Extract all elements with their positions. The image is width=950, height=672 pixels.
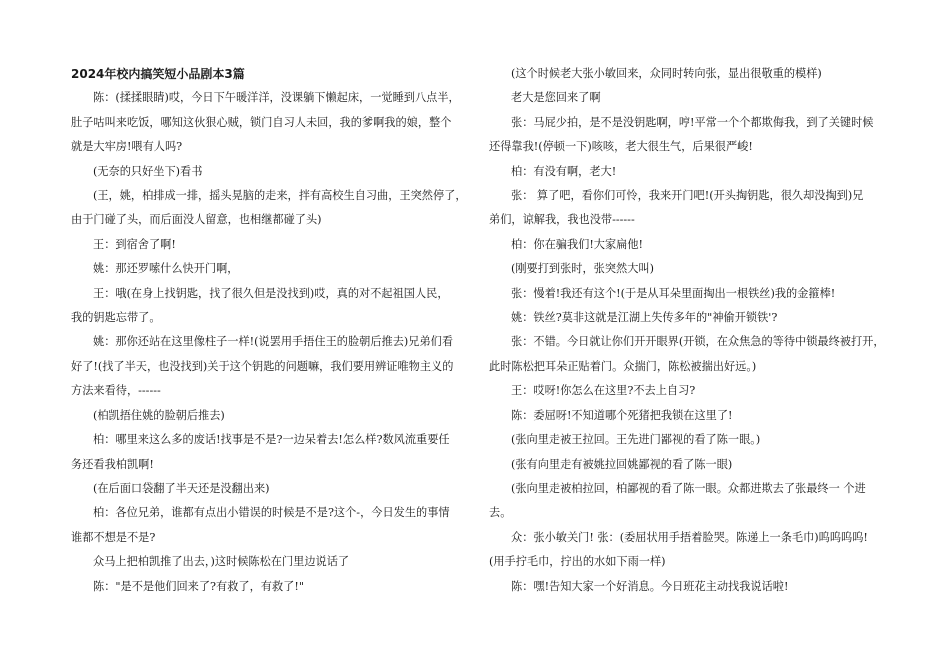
text-line: 好了!(找了半天，也没找到)关于这个钥匙的问题嘛，我们要用辨证唯物主义的 <box>71 359 454 373</box>
text-line: 务还看我柏凯啊! <box>71 457 154 471</box>
text-line: (王，姚，柏排成一排，摇头晃脑的走来，拌有高校生自习曲，王突然停了， <box>93 189 467 203</box>
text-line: 王：到宿舍了啊! <box>93 237 176 251</box>
text-line: 还得靠我!(停顿一下)咳咳，老大很生气，后果很严峻! <box>489 140 753 154</box>
text-line: 就是大牢房!喂有人吗? <box>71 140 183 154</box>
text-line: 柏：你在骗我们!大家扁他! <box>511 237 644 251</box>
text-line: 张： 算了吧，看你们可怜，我来开门吧!(开头掏钥匙，很久却没掏到)兄 <box>511 189 864 203</box>
text-line: 由于门碰了头，而后面没人留意，也相继都碰了头) <box>71 213 322 227</box>
text-line: (用手拧毛巾，拧出的水如下雨一样) <box>489 555 666 569</box>
text-line: (刚要打到张时，张突然大叫) <box>511 262 654 276</box>
right-column <box>489 62 889 599</box>
text-line: (张向里走被王拉回。王先进门鄙视的看了陈一眼。) <box>511 433 761 447</box>
text-line: (无奈的只好坐下)看书 <box>93 164 203 178</box>
text-line: 姚：那你还站在这里像柱子一样!(说罢用手捂住王的脸朝后推去)兄弟们看 <box>93 335 454 349</box>
text-line: 姚：铁丝?莫非这就是江湖上失传多年的"神偷开锁铁'? <box>511 311 778 325</box>
text-line: 去。 <box>489 506 512 520</box>
text-line: 陈：(揉揉眼睛)哎，今日下午暖洋洋，没课躺下懒起床，一觉睡到八点半， <box>93 91 460 105</box>
text-line: 肚子咕叫来吃饭，哪知这伙狠心贼，锁门自习人未回，我的爹啊我的娘，整个 <box>71 115 452 129</box>
text-line: 众马上把柏凯推了出去，)这时候陈松在门里边说话了 <box>93 555 350 569</box>
text-line: (张向里走被柏拉回，柏鄙视的看了陈一眼。众都进欺去了张最终一 个进 <box>511 481 866 495</box>
text-line: 张：不错。今日就让你们开开眼界(开锁，在众焦急的等待中锁最终被打开， <box>511 335 885 349</box>
text-line: 陈：委屈呀!不知道哪个死猪把我锁在这里了! <box>511 408 733 422</box>
text-line: 柏：哪里来这么多的废话!找事是不是?一边呆着去!怎么样?数风流重要任 <box>93 433 450 447</box>
text-line: 众：张小敏关门! 张：(委屈状用手捂着脸哭。陈递上一条毛巾)呜呜呜呜! <box>511 530 868 544</box>
text-line: (这个时候老大张小敏回来，众同时转向张，显出很敬重的模样) <box>511 67 822 80</box>
text-line: 陈："是不是他们回来了?有救了，有救了!" <box>93 579 304 593</box>
text-line: 弟们，谅解我，我也没带------ <box>489 213 635 227</box>
text-line: 姚：那还罗嗦什么快开门啊， <box>93 262 239 276</box>
text-line: 王：哦(在身上找钥匙，找了很久但是没找到)哎，真的对不起祖国人民， <box>93 286 449 300</box>
text-line: 老大是您回来了啊 <box>511 91 601 105</box>
text-line: 张：马屁少拍，是不是没钥匙啊，哼!平常一个个都欺侮我，到了关键时候 <box>511 115 874 129</box>
text-line: (在后面口袋翻了半天还是没翻出来) <box>93 481 270 495</box>
text-line: 谁都不想是不是? <box>71 530 156 544</box>
text-line: (张有向里走有被姚拉回姚鄙视的看了陈一眼) <box>511 457 733 471</box>
text-line: 方法来看待，------ <box>71 384 161 398</box>
document-title: 2024年校内搞笑短小品剧本3篇 <box>71 67 245 81</box>
text-line: 陈：嘿!告知大家一个好消息。今日班花主动找我说话啦! <box>511 579 789 593</box>
left-column <box>71 62 471 599</box>
text-line: (柏凯捂住姚的脸朝后推去) <box>93 408 225 422</box>
text-line: 张：慢着!我还有这个!(于是从耳朵里面掏出一根铁丝)我的金箍棒! <box>511 286 836 300</box>
text-line: 此时陈松把耳朵正贴着门。众揣门，陈松被揣出好远。) <box>489 359 757 373</box>
text-line: 我的钥匙忘带了。 <box>71 311 161 325</box>
text-line: 柏：各位兄弟，谁都有点出小错误的时候是不是?这个-，今日发生的事情 <box>93 506 450 520</box>
text-line: 柏：有没有啊，老大! <box>511 164 617 178</box>
text-line: 王：哎呀!你怎么在这里?不去上自习? <box>511 384 696 398</box>
